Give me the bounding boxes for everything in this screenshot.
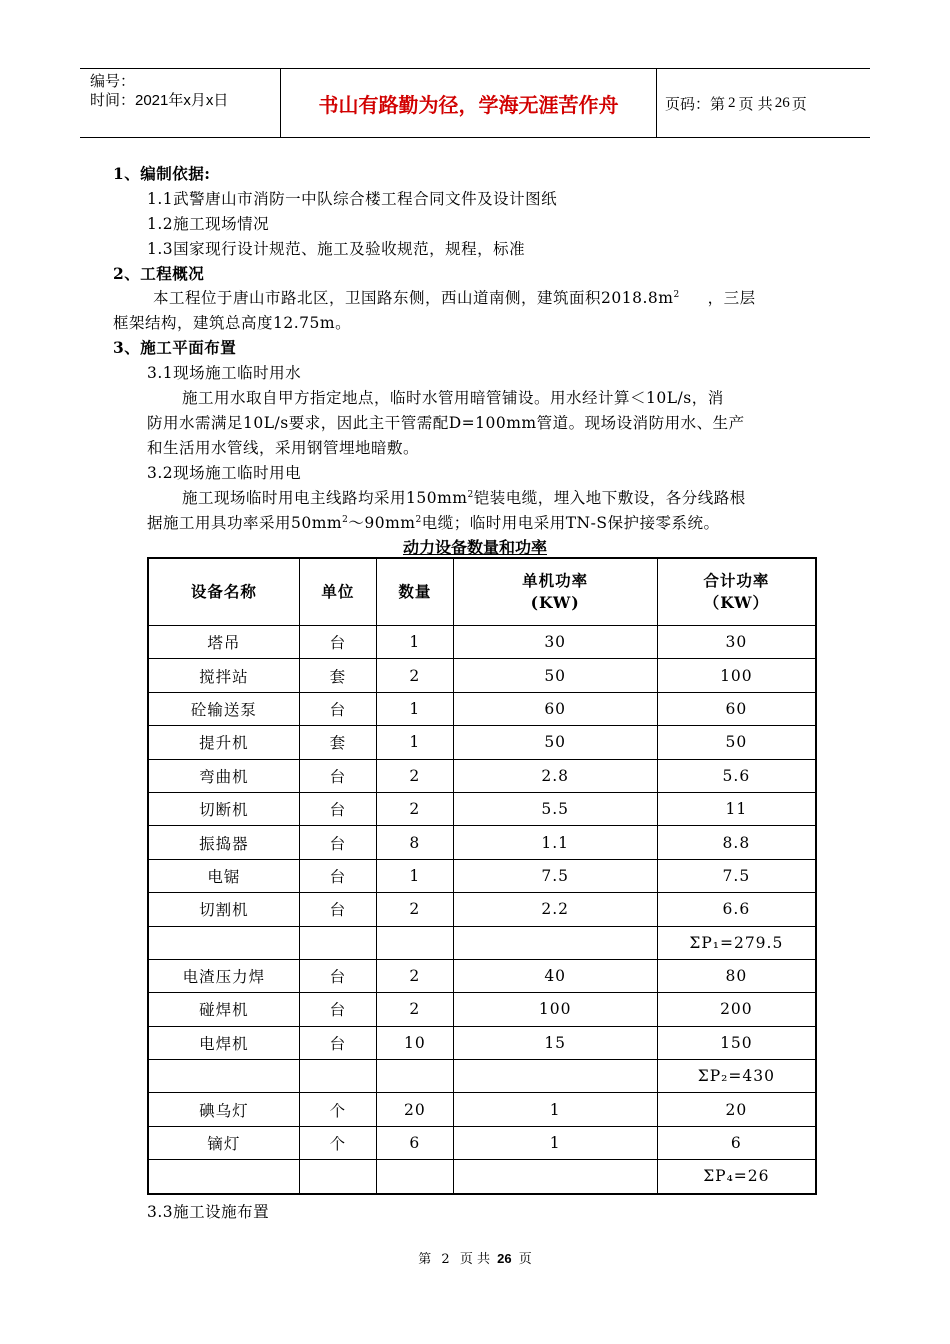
table-cell: 5.6 <box>657 759 816 792</box>
footer-current: 2 <box>441 1252 450 1267</box>
table-cell: 切断机 <box>148 792 299 825</box>
table-row <box>148 1060 816 1093</box>
table-row <box>148 893 816 926</box>
s2-sup: 2 <box>673 289 680 300</box>
table-cell: 振捣器 <box>148 826 299 859</box>
table-cell <box>377 926 454 959</box>
page-footer <box>0 1248 950 1267</box>
table-cell: 1 <box>453 1093 657 1126</box>
table-cell <box>299 1060 376 1093</box>
table-row <box>148 1093 816 1126</box>
header-page-number <box>657 69 870 137</box>
table-cell <box>453 1060 657 1093</box>
table-cell: 碰焊机 <box>148 993 299 1026</box>
section-3-title: 3、施工平面布置 <box>113 338 237 357</box>
table-cell: 电焊机 <box>148 1026 299 1059</box>
footer-suffix: 页 <box>518 1252 532 1267</box>
table-cell <box>299 926 376 959</box>
table-cell: 套 <box>299 726 376 759</box>
section-1-item-2: 1.2施工现场情况 <box>147 215 270 233</box>
table-header-row <box>148 558 816 626</box>
section-3-1-line-3: 和生活用水管线，采用钢管埋地暗敷。 <box>147 439 420 457</box>
table-cell: 8.8 <box>657 826 816 859</box>
table-cell: ΣP₄=26 <box>657 1160 816 1194</box>
table-cell: 20 <box>657 1093 816 1126</box>
table-row <box>148 859 816 892</box>
table-cell: 60 <box>453 692 657 725</box>
table-cell: 台 <box>299 826 376 859</box>
table-cell: 2.8 <box>453 759 657 792</box>
table-cell: 15 <box>453 1026 657 1059</box>
table-cell: 电锯 <box>148 859 299 892</box>
table-cell: 1 <box>453 1126 657 1159</box>
s32-l1-a: 施工现场临时用电主线路均采用150mm <box>182 489 468 507</box>
table-row <box>148 993 816 1026</box>
header-unit-power-label: 单机功率 <box>522 571 589 590</box>
header-unit-power <box>453 558 657 626</box>
table-caption <box>0 535 950 558</box>
table-cell: 电渣压力焊 <box>148 959 299 992</box>
table-cell: 镝灯 <box>148 1126 299 1159</box>
table-cell: 2 <box>377 659 454 692</box>
number-label: 编号： <box>90 73 136 90</box>
table-cell: 200 <box>657 993 816 1026</box>
table-cell: 7.5 <box>453 859 657 892</box>
table-cell <box>453 1160 657 1194</box>
table-cell: 100 <box>657 659 816 692</box>
table-body <box>148 626 816 1194</box>
section-3-2-title: 3.2现场施工临时用电 <box>147 464 302 482</box>
table-cell: 6 <box>657 1126 816 1159</box>
header-unit: 单位 <box>299 558 376 626</box>
header-quantity: 数量 <box>377 558 454 626</box>
table-row <box>148 792 816 825</box>
section-2-para-line-2: 框架结构，建筑总高度12.75m。 <box>113 314 352 332</box>
s32-l2-sup1: 2 <box>342 514 349 525</box>
table-row <box>148 826 816 859</box>
table-caption-text: 动力设备数量和功率 <box>402 538 547 557</box>
header-equipment-name: 设备名称 <box>148 558 299 626</box>
table-cell: 50 <box>453 659 657 692</box>
table-row <box>148 726 816 759</box>
page-header <box>80 68 870 138</box>
table-cell: 碘乌灯 <box>148 1093 299 1126</box>
s2-text-b: ，三层 <box>707 289 756 307</box>
page-middle: 页 共 <box>738 95 773 113</box>
footer-prefix: 第 <box>418 1252 432 1267</box>
table-cell: 台 <box>299 859 376 892</box>
s32-l2-a: 据施工用具功率采用50mm <box>147 514 343 532</box>
section-3-1-line-2: 防用水需满足10L/s要求，因此主干管需配D=100mm管道。现场设消防用水、生产 <box>147 414 745 432</box>
header-unit-power-unit: (KW) <box>530 593 580 612</box>
table-cell: 6.6 <box>657 893 816 926</box>
table-row <box>148 659 816 692</box>
page-suffix: 页 <box>791 95 807 113</box>
table-cell: 1 <box>377 626 454 659</box>
s2-text-a: 本工程位于唐山市路北区，卫国路东侧，西山道南侧，建筑面积2018.8m <box>153 289 674 307</box>
table-cell: 套 <box>299 659 376 692</box>
header-total-power-unit: （KW） <box>703 593 770 612</box>
table-cell <box>453 926 657 959</box>
page-label-prefix: 页码：第 <box>665 95 726 113</box>
s32-l1-sup: 2 <box>467 489 474 500</box>
s32-l2-sup2: 2 <box>415 514 422 525</box>
s32-l2-b: ～90mm <box>348 514 416 532</box>
table-cell: 30 <box>453 626 657 659</box>
table-cell <box>148 1160 299 1194</box>
table-cell: 台 <box>299 626 376 659</box>
table-cell <box>377 1160 454 1194</box>
s32-l2-c: 电缆；临时用电采用TN-S保护接零系统。 <box>421 514 720 532</box>
table-row <box>148 626 816 659</box>
table-cell: 2 <box>377 759 454 792</box>
table-row <box>148 692 816 725</box>
equipment-power-table <box>147 557 817 1195</box>
table-cell: 台 <box>299 792 376 825</box>
table-cell: 提升机 <box>148 726 299 759</box>
section-2-title: 2、工程概况 <box>113 264 205 283</box>
section-3-1-line-1: 施工用水取自甲方指定地点，临时水管用暗管铺设。用水经计算＜10L/s，消 <box>182 389 724 407</box>
table-cell: 1 <box>377 726 454 759</box>
table-cell: 台 <box>299 893 376 926</box>
table-cell: 个 <box>299 1126 376 1159</box>
table-cell: 50 <box>453 726 657 759</box>
s32-l1-b: 铠装电缆，埋入地下敷设，各分线路根 <box>473 489 746 507</box>
table-cell: 30 <box>657 626 816 659</box>
table-row <box>148 959 816 992</box>
section-1-title: 1、编制依据: <box>113 164 211 183</box>
page-current: 2 <box>728 94 736 111</box>
table-cell: 搅拌站 <box>148 659 299 692</box>
section-1-item-3: 1.3国家现行设计规范、施工及验收规范，规程，标准 <box>147 240 526 258</box>
table-cell: 80 <box>657 959 816 992</box>
table-row <box>148 926 816 959</box>
table-cell <box>148 926 299 959</box>
table-cell: 2 <box>377 893 454 926</box>
table-cell: 20 <box>377 1093 454 1126</box>
table-cell: 台 <box>299 692 376 725</box>
date-label: 时间：2021年x月x日 <box>90 92 229 109</box>
header-total-power <box>657 558 816 626</box>
footer-middle: 页 共 <box>459 1252 490 1267</box>
table-cell: 150 <box>657 1026 816 1059</box>
table-cell: 2.2 <box>453 893 657 926</box>
table-cell: 台 <box>299 1026 376 1059</box>
table-cell: 40 <box>453 959 657 992</box>
table-cell: 台 <box>299 959 376 992</box>
table-cell: 砼输送泵 <box>148 692 299 725</box>
section-3-3-title: 3.3施工设施布置 <box>147 1203 270 1221</box>
table-cell: 台 <box>299 993 376 1026</box>
section-1-item-1: 1.1武警唐山市消防一中队综合楼工程合同文件及设计图纸 <box>147 190 558 208</box>
table-cell: 切割机 <box>148 893 299 926</box>
section-3-2-line-2 <box>147 511 719 533</box>
table-cell: 1 <box>377 859 454 892</box>
table-cell: ΣP₂=430 <box>657 1060 816 1093</box>
table-cell <box>377 1060 454 1093</box>
table-cell: 60 <box>657 692 816 725</box>
table-cell: 2 <box>377 959 454 992</box>
table-cell: 2 <box>377 792 454 825</box>
section-2-para-line-1 <box>153 286 756 308</box>
table-cell <box>299 1160 376 1194</box>
table-cell: 弯曲机 <box>148 759 299 792</box>
header-motto: 书山有路勤为径，学海无涯苦作舟 <box>281 69 657 137</box>
header-meta <box>80 69 281 137</box>
table-cell: 5.5 <box>453 792 657 825</box>
table-cell: 台 <box>299 759 376 792</box>
table-cell: 50 <box>657 726 816 759</box>
table-cell: 个 <box>299 1093 376 1126</box>
table-cell: 塔吊 <box>148 626 299 659</box>
table-row <box>148 1026 816 1059</box>
section-3-2-line-1 <box>182 486 746 508</box>
page-total: 26 <box>774 94 790 111</box>
table-row <box>148 1126 816 1159</box>
table-cell: 6 <box>377 1126 454 1159</box>
table-cell: 1.1 <box>453 826 657 859</box>
table-cell: ΣP₁=279.5 <box>657 926 816 959</box>
table-row <box>148 759 816 792</box>
header-total-power-label: 合计功率 <box>703 571 770 590</box>
section-3-1-title: 3.1现场施工临时用水 <box>147 364 302 382</box>
table-cell: 7.5 <box>657 859 816 892</box>
table-cell: 8 <box>377 826 454 859</box>
table-cell: 100 <box>453 993 657 1026</box>
table-cell: 2 <box>377 993 454 1026</box>
footer-total: 26 <box>497 1251 512 1266</box>
table-row <box>148 1160 816 1194</box>
table-cell <box>148 1060 299 1093</box>
table-cell: 11 <box>657 792 816 825</box>
table-cell: 10 <box>377 1026 454 1059</box>
table-cell: 1 <box>377 692 454 725</box>
